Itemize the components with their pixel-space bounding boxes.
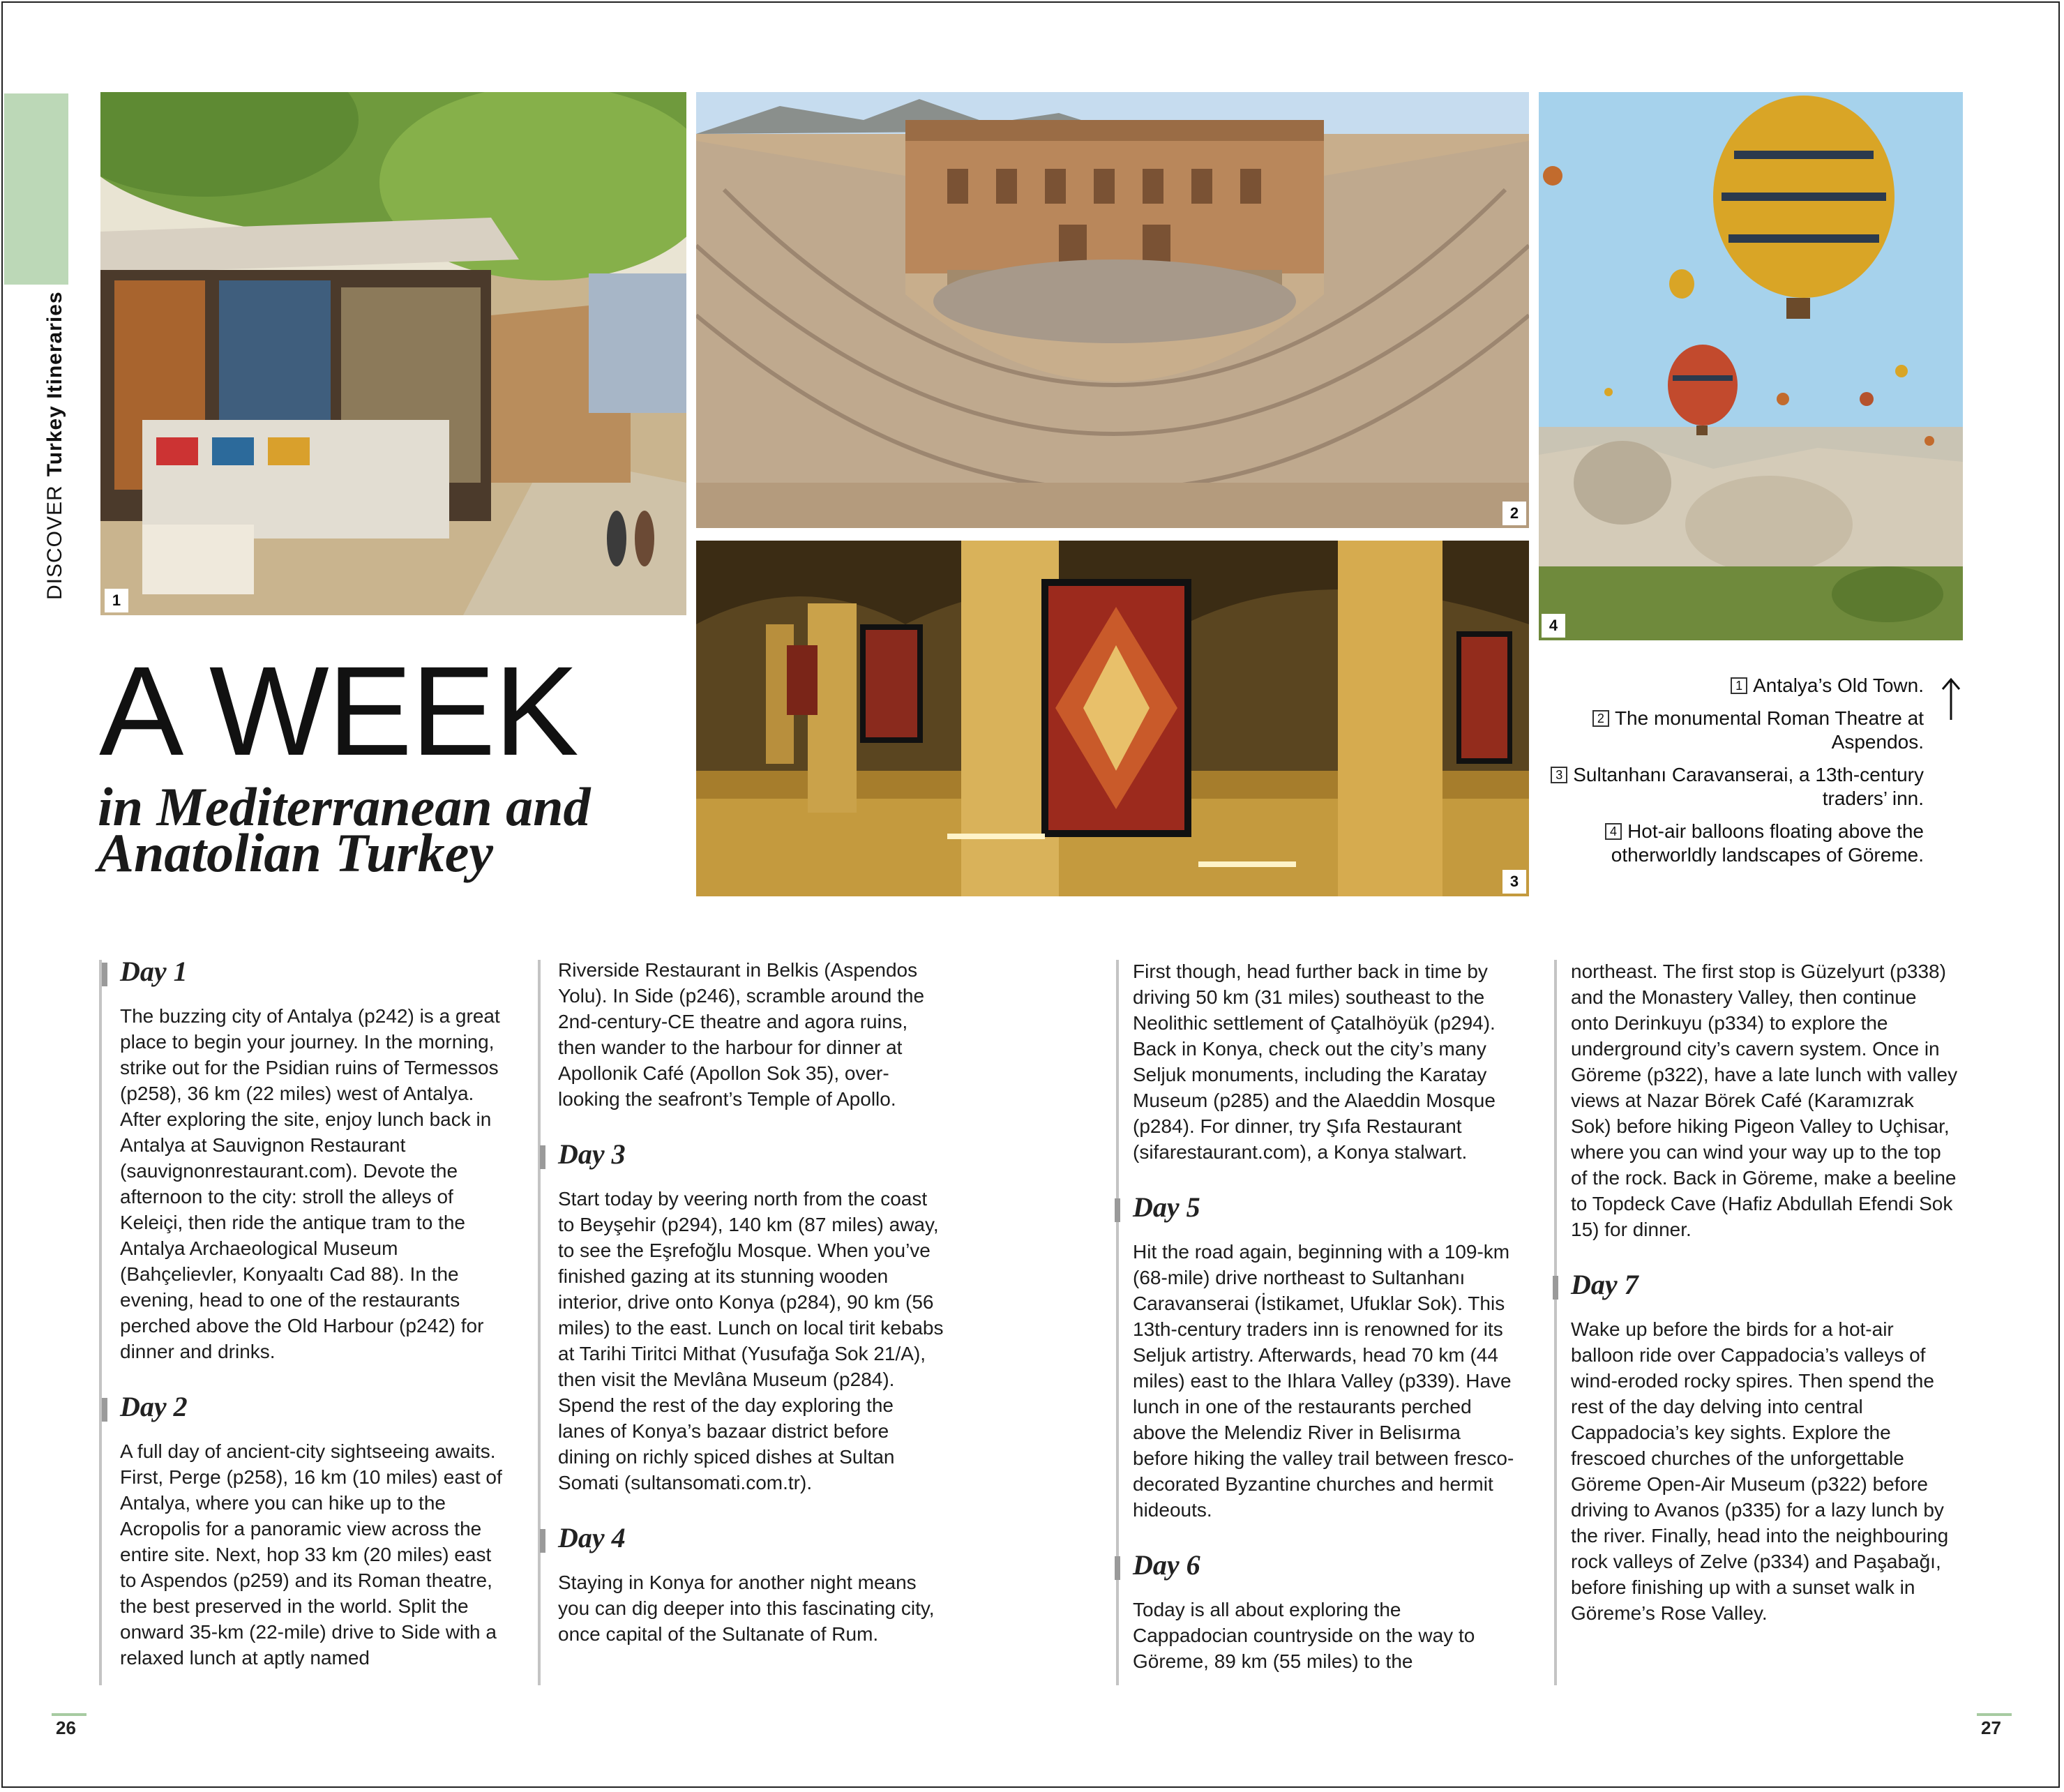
- day-6-text: Today is all about exploring the Cappadocian countryside on the way to Göreme, 89 km (55 miles) to the: [1133, 1599, 1475, 1672]
- caption-number: 4: [1605, 823, 1622, 840]
- day-1-heading: Day 1: [99, 956, 507, 988]
- section-label: [43, 291, 67, 600]
- caption-1: [1535, 674, 1924, 698]
- day-4-text-continued: First though, head further back in time by driving 50 km (31 miles) southeast to the Neolithic settlement of Çatalhöyük (p294). Back in Konya, check out the city’s many Seljuk monuments, including the Karatay Museum (p285) and the Alaeddin Mosque (p284). For dinner, try Şıfa Restaurant (sifarestaurant.com), a Konya stalwart.: [1133, 961, 1496, 1163]
- day-4-heading: Day 4: [537, 1522, 945, 1554]
- column-rule: [538, 960, 541, 1685]
- caption-text: Hot-air balloons floating above the otherworldly landscapes of Göreme.: [1611, 820, 1924, 866]
- photo-aspendos-theatre: [696, 92, 1529, 528]
- day-7-heading: Day 7: [1550, 1269, 1958, 1301]
- chapter-name: Turkey Itineraries: [43, 291, 66, 477]
- text-column-3: [1133, 958, 1520, 1674]
- photo-tag-2: 2: [1502, 502, 1526, 525]
- caption-3: [1535, 763, 1924, 811]
- day-6-text-continued: northeast. The first stop is Güzelyurt (p338) and the Monastery Valley, then continue onto Derinkuyu (p334) to explore the underground city’s cavern system. Once in Göreme (p322), have a late lunch with valley views at Nazar Börek Café (Karamızrak Sok) before hiking Pigeon Valley to Uçhisar, where you can wind your way up to the top of the rock. Back in Göreme, make a beeline to Topdeck Cave (Hafiz Abdullah Efendi Sok 15) for dinner.: [1571, 961, 1958, 1240]
- caption-text: Sultanhanı Caravanserai, a 13th-century traders’ inn.: [1573, 764, 1924, 809]
- text-column-1: [120, 956, 507, 1671]
- caption-text: Antalya’s Old Town.: [1753, 675, 1924, 696]
- photo-goreme-balloons: [1539, 92, 1963, 640]
- day-3-text: Start today by veering north from the coast to Beyşehir (p294), 140 km (87 miles) away, to see the Eşrefoğlu Mosque. When you’ve finished gazing at its stunning wooden interior, drive onto Konya (p284), 90 km (56 miles) to the east. Lunch on local tirit kebabs at Tarihi Tiritci Mithat (Yusufağa Sok 21/A), then visit the Mevlâna Museum (p284). Spend the rest of the day exploring the lanes of Konya’s bazaar district before dining on richly spiced dishes at Sultan Somati (sultansomati.com.tr).: [558, 1188, 944, 1493]
- page-title: A WEEK: [99, 640, 578, 782]
- day-2-text-continued: Riverside Restaurant in Belkis (Aspendos Yolu). In Side (p246), scramble around the 2nd-century-CE theatre and agora ruins, then wander to the harbour for dinner at Apollonik Café (Apollon Sok 35), over-looking the seafront’s Temple of Apollo.: [558, 959, 925, 1110]
- caption-2: [1535, 707, 1924, 754]
- photo-tag-1: 1: [105, 589, 128, 612]
- photo-tag-4: 4: [1542, 614, 1565, 638]
- page-number-right: 27: [1981, 1717, 2001, 1738]
- day-7-text: Wake up before the birds for a hot-air balloon ride over Cappadocia’s valleys of wind-eroded rocky spires. Then spend the rest of the day delving into central Cappadocia’s key sights. Explore the frescoed churches of the unforgettable Göreme Open-Air Museum (p322) before driving to Avanos (p335) for a lazy lunch by the river. Finally, head into the neighbouring rock valleys of Zelve (p334) and Paşabağı, before finishing up with a sunset walk in Göreme’s Rose Valley.: [1571, 1318, 1949, 1624]
- text-column-4: [1571, 958, 1958, 1626]
- section-tab: [4, 93, 68, 285]
- column-rule: [1554, 960, 1557, 1685]
- arrow-up-icon: [1941, 677, 1961, 721]
- day-4-text: Staying in Konya for another night means you can dig deeper into this fascinating city, once capital of the Sultanate of Rum.: [558, 1572, 935, 1645]
- day-5-heading: Day 5: [1112, 1191, 1520, 1223]
- page-number-left: 26: [56, 1717, 76, 1738]
- day-6-heading: Day 6: [1112, 1549, 1520, 1581]
- day-5-text: Hit the road again, beginning with a 109-km (68-mile) drive northeast to Sultanhanı Caravanserai (İstikamet, Ufuklar Sok). This 13th-century traders inn is renowned for its Seljuk artistry. Afterwards, head 70 km (44 miles) east to the Ihlara Valley (p339). Have lunch in one of the restaurants perched above the Melendiz River in Belisırma before hiking the valley trail between fresco-decorated Byzantine churches and hermit hideouts.: [1133, 1241, 1514, 1521]
- day-3-heading: Day 3: [537, 1138, 945, 1170]
- caption-number: 1: [1731, 677, 1747, 694]
- caption-number: 2: [1592, 710, 1609, 727]
- photo-tag-3: 3: [1502, 870, 1526, 894]
- page-number-rule: [1977, 1713, 2012, 1716]
- text-column-2: [558, 957, 945, 1647]
- photo-antalya-old-town: [100, 92, 686, 615]
- section-name: DISCOVER: [43, 485, 66, 600]
- column-rule: [99, 960, 102, 1685]
- caption-4: [1535, 820, 1924, 867]
- day-1-text: The buzzing city of Antalya (p242) is a great place to begin your journey. In the morning, strike out for the Psidian ruins of Termessos (p258), 36 km (22 miles) west of Antalya. After exploring the site, enjoy lunch back in Antalya at Sauvignon Restaurant (sauvignonrestaurant.com). Devote the afternoon to the city: stroll the alleys of Keleiçi, then ride the antique tram to the Antalya Archaeological Museum (Bahçelievler, Konyaaltı Cad 88). In the evening, head to one of the restaurants perched above the Old Harbour (p242) for dinner and drinks.: [120, 1005, 500, 1362]
- day-2-text: A full day of ancient-city sightseeing awaits. First, Perge (p258), 16 km (10 miles) east of Antalya, where you can hike up to the Acropolis for a panoramic view across the entire site. Next, hop 33 km (20 miles) east to Aspendos (p259) and its Roman theatre, the best preserved in the world. Split the onward 35-km (22-mile) drive to Side with a relaxed lunch at aptly named: [120, 1440, 502, 1669]
- photo-captions: [1535, 674, 1924, 876]
- day-2-heading: Day 2: [99, 1391, 507, 1423]
- page-subtitle: in Mediterranean and Anatolian Turkey: [98, 776, 591, 883]
- page-number-rule: [52, 1713, 86, 1716]
- photo-sultanhani-caravanserai: [696, 541, 1529, 896]
- caption-number: 3: [1551, 767, 1567, 783]
- caption-text: The monumental Roman Theatre at Aspendos.: [1614, 707, 1924, 753]
